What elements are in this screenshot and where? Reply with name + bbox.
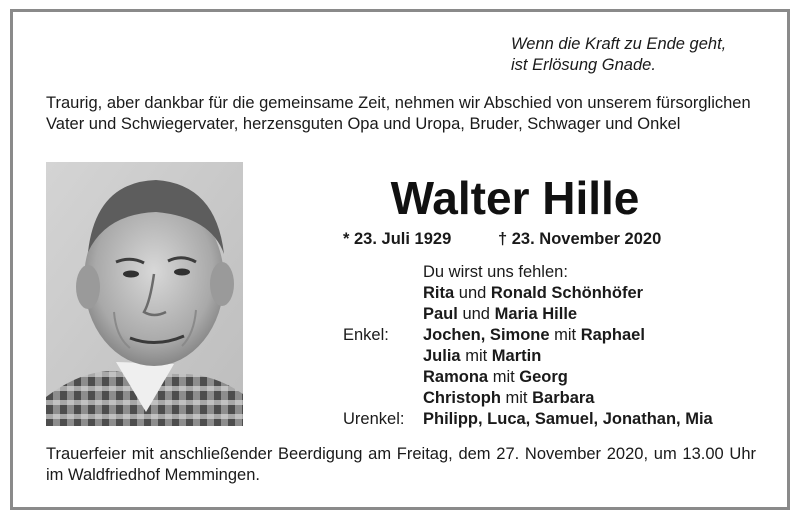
grandchild-row [423, 346, 541, 366]
family-name: Ramona [423, 368, 489, 386]
intro-text: Traurig, aber dankbar für die gemeinsame Zeit, nehmen wir Abschied von unserem fürsorglichen Vater und Schwiegervater, herzensguten Opa und Uropa, Bruder, Schwager und Onkel [46, 94, 751, 133]
funeral-info: Trauerfeier mit anschließender Beerdigung am Freitag, dem 27. November 2020, um 13.00 Uhr im Waldfriedhof Memmingen. [46, 445, 756, 484]
family-row [423, 283, 643, 303]
family-name: Julia [423, 347, 461, 365]
family-name: Barbara [532, 389, 595, 407]
family-name: Ronald Schönhöfer [490, 284, 644, 302]
great-grandchildren-row [423, 409, 713, 429]
family-conj: mit [492, 368, 515, 386]
motto [511, 34, 726, 76]
motto-line: Wenn die Kraft zu Ende geht, [511, 35, 727, 53]
great-grandchildren-label: Urenkel: [343, 410, 405, 428]
family-row [423, 304, 577, 324]
family-name: Rita [423, 284, 455, 302]
family-name: Philipp, Luca, Samuel, Jonathan, Mia [423, 410, 713, 428]
grandchild-row [423, 325, 645, 345]
family-conj: und [458, 284, 487, 302]
life-dates [343, 229, 662, 249]
family-name: Georg [519, 368, 568, 386]
birth-date: * 23. Juli 1929 [343, 230, 452, 248]
grandchildren-label: Enkel: [343, 326, 389, 344]
family-conj: mit [465, 347, 488, 365]
family-conj: und [462, 305, 490, 323]
family-name: Jochen, Simone [423, 326, 550, 344]
portrait-photo [46, 162, 243, 426]
family-name: Raphael [580, 326, 645, 344]
family-name: Martin [491, 347, 542, 365]
miss-line: Du wirst uns fehlen: [423, 263, 568, 281]
deceased-name: Walter Hille [390, 172, 640, 224]
family-name: Christoph [423, 389, 501, 407]
family-name: Maria Hille [494, 305, 578, 323]
grandchild-row [423, 388, 594, 408]
motto-line: ist Erlösung Gnade. [511, 56, 656, 74]
family-conj: mit [505, 389, 528, 407]
family-conj: mit [554, 326, 577, 344]
family-name: Paul [423, 305, 458, 323]
grandchild-row [423, 367, 568, 387]
death-date: † 23. November 2020 [498, 230, 662, 248]
